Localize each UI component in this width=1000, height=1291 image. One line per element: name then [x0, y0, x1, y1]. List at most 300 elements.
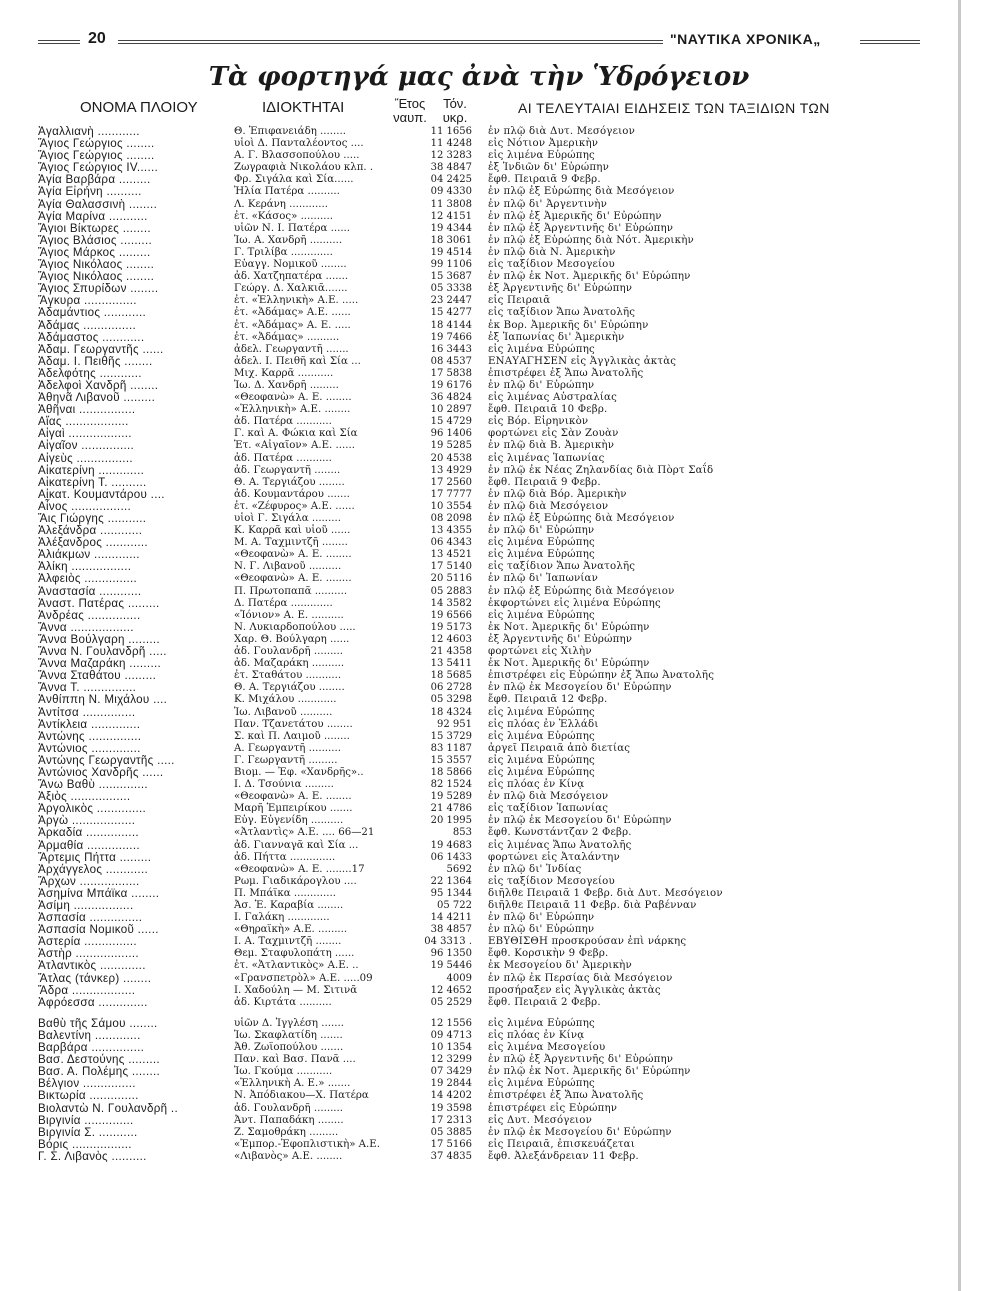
year-tons: 08 4537 — [430, 355, 472, 367]
year-tons: 95 1344 — [430, 887, 472, 899]
voyage-news: εἰς πλόας ἐν Ἑλλάδι — [488, 718, 599, 730]
owner-name: Εὐγ. Εὐγενίδη .......... — [234, 815, 344, 827]
ship-name: Ἄγκυρα ............... — [38, 294, 137, 308]
ship-name: Ἄρτεμις Πήττα ......... — [38, 850, 152, 864]
year-tons: 15 4729 — [430, 416, 472, 428]
voyage-news: ἀργεῖ Πειραιᾶ ἀπὸ διετίας — [488, 742, 631, 754]
voyage-news: ἐν πλῷ ἐξ Εὐρώπης διὰ Μεσόγειον — [488, 513, 675, 524]
owner-name: ἀδ. Χατζηπατέρα ....... — [234, 271, 349, 283]
ship-name: Ἀσημίνα Μπάϊκα ........ — [38, 886, 160, 900]
year-tons: 05 2529 — [430, 996, 472, 1008]
year-tons: 05 722 — [437, 900, 472, 911]
year-tons: 19 2844 — [430, 1078, 472, 1090]
year-tons: 20 1995 — [430, 815, 472, 827]
voyage-news: ἐκ Βορ. Ἀμερικῆς δι' Εὐρώπην — [488, 319, 649, 331]
ship-name: Ἁγία Βαρβάρα ......... — [38, 173, 151, 187]
voyage-news: ἐκ Μεσογείου δι' Ἀμερικὴν — [488, 960, 632, 972]
year-tons: 18 5866 — [430, 766, 472, 778]
owner-name: Θ. Ἐπιφανειάδη ........ — [234, 126, 346, 137]
voyage-news: ΕΝΑΥΑΓΗΣΕΝ εἰς Ἀγγλικὰς ἀκτὰς — [488, 355, 677, 367]
owner-name: Κ. Καρρᾶ καὶ υἱοῦ ...... — [234, 525, 351, 537]
ship-name: Ἀδαμ. Γεωργαντῆς ...... — [38, 342, 164, 356]
owner-name: «Θεοφανὼ» Α. Ε. ........ — [234, 549, 352, 561]
owner-name: Παν. καὶ Βασ. Πανᾶ .... — [234, 1054, 356, 1066]
ship-name: Ἀλιάκμων ............. — [38, 548, 140, 562]
column-header-news: ΑΙ ΤΕΛΕΥΤΑΙΑΙ ΕΙΔΗΣΕΙΣ ΤΩΝ ΤΑΞΙΔΙΩΝ ΤΩΝ — [518, 100, 830, 116]
voyage-news: ἐν πλῷ ἐκ Νοτ. Ἀμερικῆς δι' Εὐρώπην — [488, 271, 691, 283]
owner-name: Ι. Α. Ταχμιντζῆ ........ — [234, 936, 342, 948]
ship-name: Ἄννα .................. — [38, 620, 134, 634]
voyage-news: ἔφθ. Πειραιᾶ 10 Φεβρ. — [488, 404, 608, 416]
voyage-news: ἐκ Νοτ. Ἀμερικῆς δι' Εὐρώπην — [488, 658, 650, 670]
voyage-news: ἐν πλῷ ἐκ Μεσογείου δι' Εὐρώπην — [488, 682, 672, 694]
ship-name: Αἰκατερίνη Τ. .......... — [38, 475, 147, 489]
owner-name: ἀδ. Γουλανδρῆ ......... — [234, 1102, 344, 1114]
owner-name: ἀδελ. Ι. Πειθῆ καὶ Σία ... — [234, 355, 361, 367]
voyage-news: εἰς λιμένα Εὐρώπης — [488, 754, 595, 766]
year-tons: 99 1106 — [430, 259, 472, 271]
owner-name: Ι. Χαδούλη — Μ. Σιτινᾶ — [234, 984, 358, 996]
owner-name: «Γρανσπετρὸλ» Α.Ε. .....09 — [234, 972, 373, 984]
year-tons: 07 3429 — [430, 1066, 472, 1078]
ship-name: Ἄννα Ν. Γουλανδρῆ ..... — [38, 645, 167, 659]
ship-name: Ἄνω Βαθὺ .............. — [38, 778, 148, 792]
year-tons: 12 4652 — [430, 984, 472, 996]
voyage-news: εἰς λιμένας Αὐστραλίας — [488, 392, 618, 404]
year-tons: 19 6566 — [430, 609, 472, 621]
ship-name: Ἀρκαδία ............... — [38, 826, 139, 840]
owner-name: ἀδ. Γεωργαντῆ ........ — [234, 464, 341, 476]
owner-name: «Θεοφανὼ» Α. Ε. ........17 — [234, 863, 365, 875]
owner-name: Μιχ. Καρρᾶ ........... — [234, 367, 334, 379]
owner-name: Π. Μπάϊκα ............. — [234, 887, 336, 899]
year-tons: 15 3729 — [430, 730, 472, 742]
voyage-news: ἐν πλῷ ἐκ Μεσογείου δι' Εὐρώπην — [488, 815, 672, 827]
column-header-year-line1: Ἔτος — [394, 96, 426, 111]
column-header-year-line2: ναυπ. — [393, 110, 427, 125]
voyage-news: εἰς λιμένα Εὐρώπης — [488, 343, 595, 355]
ship-name: Ἄδρα .................. — [38, 983, 136, 997]
voyage-news: εἰς λιμένας Ἄπω Ἀνατολῆς — [488, 839, 632, 851]
owner-name: «Ἑλληνικὴ Α. Ε.» ....... — [234, 1078, 351, 1090]
ship-name: Ἀστὴρ .................. — [38, 947, 139, 961]
column-header-name: ΟΝΟΜΑ ΠΛΟΙΟΥ — [80, 99, 198, 116]
voyage-news: ἐκφορτώνει εἰς λιμένα Εὐρώπης — [488, 597, 661, 609]
ship-name: Ἀντίκλεια .............. — [38, 717, 141, 731]
year-tons: 17 5166 — [430, 1138, 472, 1150]
owner-name: ἐτ. «Ζέφυρος» Α.Ε. ...... — [234, 500, 355, 512]
voyage-news: εἰς λιμένας Ἰαπωνίας — [488, 452, 605, 464]
owner-name: ἐτ. Σταθάτου ........... — [234, 670, 342, 682]
ship-name: Ἀθηνᾶ Λιβανοῦ ......... — [38, 391, 156, 405]
ship-name: Ἁγία Εἰρήνη .......... — [38, 185, 142, 199]
ship-name: Ἁγία Μαρίνα ........... — [38, 209, 148, 223]
owner-name: Α. Γεωργαντῆ .......... — [234, 742, 341, 754]
voyage-news: ἐν πλῷ διὰ Βόρ. Ἀμερικὴν — [488, 488, 627, 500]
voyage-news: ἔφθ. Κωνστάντζαν 2 Φεβρ. — [488, 827, 632, 839]
owner-name: ἀδελ. Γεωργαντῆ ....... — [234, 343, 349, 355]
voyage-news: εἰς ταξίδιον Ἄπω Ἀνατολῆς — [488, 561, 636, 573]
owner-name: Σ. καὶ Π. Λαιμοῦ ........ — [234, 730, 350, 742]
voyage-news: ἐν πλῷ δι' Εὐρώπην — [488, 525, 595, 537]
year-tons: 11 1656 — [430, 126, 472, 137]
year-tons: 17 7777 — [430, 488, 472, 500]
voyage-news: ἔφθ. Πειραιᾶ 9 Φεβρ. — [488, 476, 601, 488]
year-tons: 06 4343 — [430, 537, 472, 549]
year-tons: 18 3061 — [430, 234, 472, 246]
year-tons: 19 4514 — [430, 246, 472, 258]
owner-name: Ν. Λυκιαρδοπούλου ..... — [234, 621, 356, 633]
year-tons: 18 5685 — [430, 670, 472, 682]
voyage-news: ἐν πλῷ διὰ Ν. Ἀμερικὴν — [488, 246, 616, 258]
year-tons: 19 3598 — [430, 1102, 472, 1114]
year-tons: 14 3582 — [430, 597, 472, 609]
owner-name: «Θηραϊκὴ» Α.Ε. ......... — [234, 924, 348, 936]
owner-name: Ἀντ. Παπαδάκη ........ — [234, 1114, 344, 1126]
owner-name: υἱοὶ Γ. Σιγάλα ......... — [234, 513, 341, 524]
voyage-news: εἰς ταξίδιον Ἄπω Ἀνατολῆς — [488, 307, 636, 319]
owner-name: Φρ. Σιγάλα καὶ Σία...... — [234, 174, 354, 186]
owner-name: ἐτ. «Ἀδάμας» .......... — [234, 331, 340, 343]
ship-name: Ἀλίκη ................. — [38, 560, 132, 574]
year-tons: 15 4277 — [430, 307, 472, 319]
voyage-news: ἐκ Νοτ. Ἀμερικῆς δι' Εὐρώπην — [488, 621, 650, 633]
owner-name: ἀδ. Πατέρα ........... — [234, 452, 332, 464]
owner-name: υἱῶν Ν. Ι. Πατέρα ...... — [234, 222, 351, 234]
ship-name: Ἀσπασία ............... — [38, 911, 143, 925]
year-tons: 37 4835 — [430, 1150, 472, 1162]
year-tons: 17 2560 — [430, 476, 472, 488]
year-tons: 83 1187 — [430, 742, 472, 754]
year-tons: 18 4324 — [430, 706, 472, 718]
owner-name: ἐτ. «Ἀδάμας» Α.Ε. ...... — [234, 307, 351, 319]
voyage-news: διῆλθε Πειραιᾶ 1 Φεβρ. διὰ Δυτ. Μεσόγειον — [488, 887, 723, 899]
year-tons: 96 1350 — [430, 948, 472, 960]
year-tons: 18 4144 — [430, 319, 472, 331]
voyage-news: εἰς Δυτ. Μεσόγειον — [488, 1114, 592, 1126]
voyage-news: ἐν πλῷ διὰ Μεσόγειον — [488, 791, 609, 803]
voyage-news: ἐν πλῷ διὰ Β. Ἀμερικὴν — [488, 440, 615, 452]
ship-name: Ἀρχάγγελος ............ — [38, 862, 148, 876]
year-tons: 14 4202 — [430, 1090, 472, 1102]
owner-name: Ἑτ. «Αἰγαῖον» Α.Ε. ...... — [234, 440, 355, 452]
year-tons: 23 2447 — [430, 295, 472, 307]
ship-name: Ἀστερία ............... — [38, 935, 137, 949]
owner-name: Ἰω. Δ. Χανδρῆ ......... — [234, 379, 339, 391]
ship-name: Ἄννα Μαζαράκη ......... — [38, 657, 162, 671]
ship-name: Ἅγιος Σπυρίδων ........ — [38, 282, 159, 296]
page-title: Τὰ φορτηγά μας ἀνὰ τὴν Ὑδρόγειον — [208, 62, 750, 92]
year-tons: 08 2098 — [430, 513, 472, 524]
year-tons: 853 — [452, 827, 472, 839]
owner-name: Θ. Α. Τεργιάζου ........ — [234, 476, 345, 488]
voyage-news: φορτώνει εἰς Σὰν Ζουὰν — [488, 428, 619, 440]
voyage-news: εἰς ταξίδιον Ἰαπωνίας — [488, 803, 609, 815]
owner-name: Θ. Α. Τεργιάζου ........ — [234, 682, 345, 694]
page-number: 20 — [88, 30, 106, 47]
voyage-news: εἰς λιμένα Εὐρώπης — [488, 549, 595, 561]
owner-name: Ι. Γαλάκη ............. — [234, 912, 330, 924]
ship-name: Ἀδελφότης ............ — [38, 366, 142, 380]
owner-name: «Ἀτλαντὶς» Α.Ε. .... 66—21 — [234, 827, 375, 839]
year-tons: 13 4355 — [430, 525, 472, 537]
owner-name: Π. Πρωτοπαπᾶ .......... — [234, 585, 348, 597]
year-tons: 06 2728 — [430, 682, 472, 694]
owner-name: «Ἐμπορ.-Ἐφοπλιστικὴ» Α.Ε. — [234, 1138, 380, 1150]
ship-name: Αἰγαῖον ............... — [38, 439, 135, 453]
year-tons: 12 1556 — [430, 1017, 472, 1029]
voyage-news: ἐν πλῷ ἐκ Περσίας διὰ Μεσόγειον — [488, 972, 673, 984]
ship-name: Αἰγεὺς ................ — [38, 451, 133, 465]
year-tons: 20 5116 — [430, 573, 472, 585]
voyage-news: ἐν πλῷ ἐξ Ἀργεντινῆς δι' Εὐρώπην — [488, 222, 674, 234]
header-rule-right — [860, 40, 920, 44]
owner-name: Ι. Δ. Τσούνια ......... — [234, 779, 334, 791]
voyage-news: ἐν πλῷ ἐκ Μεσογείου δι' Εὐρώπην — [488, 1126, 672, 1138]
voyage-news: εἰς λιμένα Εὐρώπης — [488, 609, 595, 621]
voyage-news: ἐν πλῷ δι' Εὐρώπην — [488, 924, 595, 936]
year-tons: 13 5411 — [430, 658, 472, 670]
owner-name: ἀδ. Πήττα .............. — [234, 851, 336, 863]
voyage-news: εἰς λιμένα Εὐρώπης — [488, 706, 595, 718]
voyage-news: ἐν πλῷ ἐξ Ἀμερικῆς δι' Εὐρώπην — [488, 210, 662, 222]
owner-name: Μ. Α. Ταχμιντζῆ ........ — [234, 537, 348, 549]
year-tons: 36 4824 — [430, 392, 472, 404]
year-tons: 15 3557 — [430, 754, 472, 766]
ship-name: Βόρις ................. — [38, 1137, 132, 1151]
owner-name: Α. Γ. Βλασσοπούλου ..... — [234, 150, 360, 162]
column-header-tons-line2: υκρ. — [442, 110, 468, 125]
voyage-news: ἔφθ. Κορσικὴν 9 Φεβρ. — [488, 948, 609, 960]
owner-name: Ν. Γ. Λιβανοῦ .......... — [234, 561, 342, 573]
ship-name: Ἀφρόεσσα .............. — [38, 995, 148, 1009]
owner-name: «Θεοφανὼ» Α. Ε. ........ — [234, 791, 352, 803]
magazine-name: "ΝΑΥΤΙΚΑ ΧΡΟΝΙΚΑ„ — [670, 31, 821, 47]
year-tons: 12 4603 — [430, 633, 472, 645]
ship-name: Ἀθῆναι ................ — [38, 403, 136, 417]
ship-name: Ἅις Γιώργης ........... — [38, 512, 147, 525]
year-tons: 16 3443 — [430, 343, 472, 355]
ship-name: Βιργινία Σ. ........... — [38, 1125, 138, 1139]
year-tons: 19 5289 — [430, 791, 472, 803]
year-tons: 09 4330 — [430, 186, 472, 198]
owner-name: Ἠλία Πατέρα .......... — [234, 186, 340, 198]
owner-name: Ἰω. Σκαφλατίδη ....... — [234, 1029, 343, 1041]
voyage-news: εἰς λιμένα Εὐρώπης — [488, 766, 595, 778]
page-edge — [958, 0, 961, 1291]
ship-name: Βασ. Α. Πολέμης ........ — [38, 1065, 161, 1079]
voyage-news: εἰς πλόας ἐν Κίνᾳ — [488, 779, 585, 791]
year-tons: 96 1406 — [430, 428, 472, 440]
voyage-news: εἰς λιμένα Εὐρώπης — [488, 537, 595, 549]
year-tons: 82 1524 — [430, 779, 472, 791]
ship-name: Γ. Σ. Λιβανὸς .......... — [38, 1149, 147, 1163]
ship-name: Βαλεντίνη ............. — [38, 1028, 141, 1042]
voyage-news: ΕΒΥΘΙΣΘΗ προσκρούσαν ἐπὶ νάρκης — [488, 936, 687, 948]
owner-name: Ἀθ. Ζωϊοπούλου ....... — [234, 1042, 344, 1054]
ship-name: Ἀσπασία Νομικοῦ ...... — [38, 923, 159, 937]
year-tons: 22 1364 — [430, 875, 472, 887]
ship-name: Ἀδάμας ............... — [38, 318, 136, 332]
owner-name: ἀδ. Μαζαράκη .......... — [234, 658, 345, 670]
owner-name: «Λιβανὸς» Α.Ε. ........ — [234, 1150, 343, 1162]
owner-name: Ρωμ. Γιαδικάρογλου .... — [234, 875, 357, 887]
voyage-news: εἰς λιμένα Εὐρώπης — [488, 150, 595, 162]
year-tons: 04 2425 — [430, 174, 472, 186]
ship-name: Ἀντώνιος .............. — [38, 741, 141, 755]
owner-name: Ἰω. Λιβανοῦ .......... — [234, 706, 333, 718]
voyage-news: ἐξ Ἰνδιῶν δι' Εὐρώπην — [488, 162, 609, 174]
owner-name: Δ. Πατέρα ............. — [234, 597, 333, 609]
voyage-news: εἰς λιμένα Εὐρώπης — [488, 1017, 595, 1029]
owner-name: Θεμ. Σταφυλοπάτη ...... — [234, 948, 355, 960]
year-tons: 38 4847 — [430, 162, 472, 174]
year-tons: 19 4683 — [430, 839, 472, 851]
voyage-news: φορτώνει εἰς Ἀταλάντην — [488, 851, 620, 863]
voyage-news: ἔφθ. Πειραιᾶ 9 Φεβρ. — [488, 174, 601, 186]
ship-name: Ἅγιος Γεώργιος ........ — [38, 149, 155, 163]
column-header-owners: ΙΔΙΟΚΤΗΤΑΙ — [262, 99, 345, 116]
ship-name: Ἄρχων ................. — [38, 874, 140, 888]
year-tons: 4009 — [446, 972, 472, 984]
voyage-news: εἰς Νότιον Ἀμερικὴν — [488, 138, 599, 150]
year-tons: 11 3808 — [430, 198, 472, 210]
year-tons: 14 4211 — [430, 912, 472, 924]
voyage-news: ἔφθ. Ἀλεξάνδρειαν 11 Φεβρ. — [488, 1150, 639, 1162]
owner-name: ἐτ. «Ἀτλαντικὸς» Α.Ε. .. — [234, 960, 359, 972]
ship-name: Ἀντώνης ............... — [38, 729, 142, 743]
header-rule-middle — [118, 40, 663, 44]
ship-name: Ἀνθίππη Ν. Μιχάλου .... — [38, 693, 168, 707]
ship-name: Ἀντίτσα ............... — [38, 705, 136, 719]
owner-name: «Θεοφανὼ» Α. Ε. ........ — [234, 392, 352, 404]
ship-name: Ἅγιος Νικόλαος ........ — [38, 258, 155, 272]
owner-name: «Θεοφανὼ» Α. Ε. ........ — [234, 573, 352, 585]
year-tons: 15 3687 — [430, 271, 472, 283]
owner-name: ἐτ. «Ἑλληνικὴ» Α.Ε. ..... — [234, 295, 359, 307]
year-tons: 13 4521 — [430, 549, 472, 561]
ship-name: Ἀδάμαστος ............ — [38, 330, 145, 344]
ship-name: Ἀντώνης Γεωργαντῆς ..... — [38, 753, 175, 767]
ship-name: Ἄννα Τ. ............... — [38, 681, 137, 695]
ship-name: Αἰκατερίνη ............. — [38, 463, 145, 477]
ship-name: Ἅγιος Γεώργιος IV...... — [38, 161, 159, 175]
ship-name: Ἅγιοι Βίκτωρες ........ — [38, 221, 151, 235]
year-tons: 04 3313 . — [424, 936, 472, 948]
year-tons: 20 4538 — [430, 452, 472, 464]
ship-name: Ἀδαμ. Ι. Πειθῆς ........ — [38, 354, 153, 368]
voyage-news: ἐπιστρέφει εἰς Εὐρώπην — [488, 1102, 618, 1114]
column-header-tons — [438, 97, 472, 125]
ship-name: Αἰγαὶ .................. — [38, 427, 132, 441]
owner-name: Λ. Κεράνη ............ — [234, 198, 328, 210]
ship-name: Αἶνος ................. — [38, 499, 132, 513]
voyage-news: εἰς ταξίδιον Μεσογείου — [488, 875, 615, 887]
ship-name: Ἅγιος Βλάσιος ......... — [38, 233, 152, 247]
year-tons: 17 5838 — [430, 367, 472, 379]
ship-name: Ἅγιος Γεώργιος ........ — [38, 137, 155, 151]
ship-name: Ἁγία Θαλασσινὴ ........ — [38, 197, 158, 211]
ship-name: Ἀξιὸς ................. — [38, 790, 131, 804]
year-tons: 13 4929 — [430, 464, 472, 476]
ship-name: Ἄννα Βούλγαρη ......... — [38, 632, 160, 646]
voyage-news: ἔφθ. Πειραιᾶ 12 Φεβρ. — [488, 694, 608, 706]
owner-name: Μαρῆ Ἐμπειρίκου ....... — [234, 803, 353, 815]
voyage-news: ἔφθ. Πειραιᾶ 2 Φεβρ. — [488, 996, 601, 1008]
year-tons: 21 4358 — [430, 646, 472, 658]
owner-name: ἀδ. Πατέρα ........... — [234, 416, 332, 428]
owner-name: Ζωγραφιὰ Νικολάου κλπ. . — [234, 162, 374, 174]
voyage-news: ἐξ Ἀργεντινῆς δι' Εὐρώπην — [488, 633, 633, 645]
ship-name: Βιολαντὼ Ν. Γουλανδρῆ .. — [38, 1101, 178, 1115]
voyage-news: ἐν πλῷ ἐξ Εὐρώπης διὰ Μεσόγειον — [488, 186, 675, 198]
owner-name: Κ. Μιχάλου ............ — [234, 694, 337, 706]
year-tons: 10 3554 — [430, 500, 472, 512]
ship-name: Ἅγιος Νικόλαος ........ — [38, 270, 155, 284]
column-header-year — [386, 97, 434, 125]
ship-name: Βιργινία .............. — [38, 1113, 134, 1127]
voyage-news: ἐν πλῷ ἐκ Νοτ. Ἀμερικῆς δι' Εὐρώπην — [488, 1066, 691, 1078]
voyage-news: ἐν πλῷ δι' Ἰαπωνίαν — [488, 573, 599, 585]
owner-name: «Ἑλληνικὴ» Α.Ε. ........ — [234, 404, 351, 416]
ship-name: Ἀλεξάνδρα ............ — [38, 524, 143, 538]
voyage-news: ἐν πλῷ διὰ Δυτ. Μεσόγειον — [488, 126, 635, 137]
year-tons: 19 5285 — [430, 440, 472, 452]
column-header-tons-line1: Τόν. — [443, 96, 467, 111]
year-tons: 19 6176 — [430, 379, 472, 391]
owner-name: Ἰω. Γκούμα ........... — [234, 1066, 333, 1078]
owner-name: ἀδ. Γουλανδρῆ ......... — [234, 646, 344, 658]
voyage-news: ἐπιστρέφει ἐξ Ἄπω Ἀνατολῆς — [488, 1090, 644, 1102]
voyage-news: ἐν πλῷ δι' Ἰνδίας — [488, 863, 582, 875]
voyage-news: ἐν πλῷ ἐκ Νέας Ζηλανδίας διὰ Πὸρτ Σαΐδ — [488, 464, 714, 476]
year-tons: 5692 — [446, 863, 472, 875]
owner-name: «Ἰόνιον» Α. Ε. .......... — [234, 609, 344, 621]
year-tons: 11 4248 — [430, 138, 472, 150]
owner-name: Ἰω. Α. Χανδρῆ .......... — [234, 234, 343, 246]
ship-name: Ἀργὼ .................. — [38, 814, 136, 828]
year-tons: 10 1354 — [430, 1042, 472, 1054]
owner-name: Γεώργ. Δ. Χαλκιᾶ....... — [234, 283, 348, 295]
voyage-news: ἐν πλῷ ἐξ Εὐρώπης διὰ Μεσόγειον — [488, 585, 675, 597]
ship-name: Αἰκατ. Κουμαντάρου .... — [38, 487, 165, 501]
voyage-news: ἐν πλῷ διὰ Μεσόγειον — [488, 500, 609, 512]
owner-name: Ἀσ. Ἐ. Καραβία ........ — [234, 900, 344, 911]
voyage-news: εἰς λιμένα Εὐρώπης — [488, 730, 595, 742]
voyage-news: εἰς ταξίδιον Μεσογείου — [488, 259, 615, 271]
year-tons: 05 2883 — [430, 585, 472, 597]
owner-name: Ζ. Σαμοθράκη ......... — [234, 1126, 339, 1138]
owner-name: Γ. Τριλίβα ............. — [234, 246, 333, 258]
year-tons: 12 3299 — [430, 1054, 472, 1066]
ship-name: Βικτωρία .............. — [38, 1089, 139, 1103]
owner-name: Βιομ. — Ἐφ. «Χανδρῆς».. — [234, 766, 364, 778]
ship-name: Αἴας .................. — [38, 415, 129, 429]
voyage-news: ἐν πλῷ δι' Ἀργεντινὴν — [488, 198, 607, 210]
ship-name: Ἀλφειὸς ............... — [38, 572, 138, 586]
year-tons: 05 3298 — [430, 694, 472, 706]
ship-name: Ἀσίμη ................. — [38, 899, 134, 912]
year-tons: 19 5173 — [430, 621, 472, 633]
year-tons: 05 3338 — [430, 283, 472, 295]
owner-name: Παν. Τζανετάτου ........ — [234, 718, 353, 730]
ship-name: Ἀναστασία ............ — [38, 584, 142, 598]
voyage-news: ἐπιστρέφει εἰς Εὐρώπην ἐξ Ἄπω Ἀνατολῆς — [488, 670, 715, 682]
owner-name: ἀδ. Κιρτάτα .......... — [234, 996, 332, 1008]
owner-name: ἐτ. «Ἀδάμας» Α. Ε. ..... — [234, 319, 351, 331]
voyage-news: εἰς Βόρ. Εἰρηνικὸν — [488, 416, 589, 428]
voyage-news: εἰς λιμένα Εὐρώπης — [488, 1078, 595, 1090]
